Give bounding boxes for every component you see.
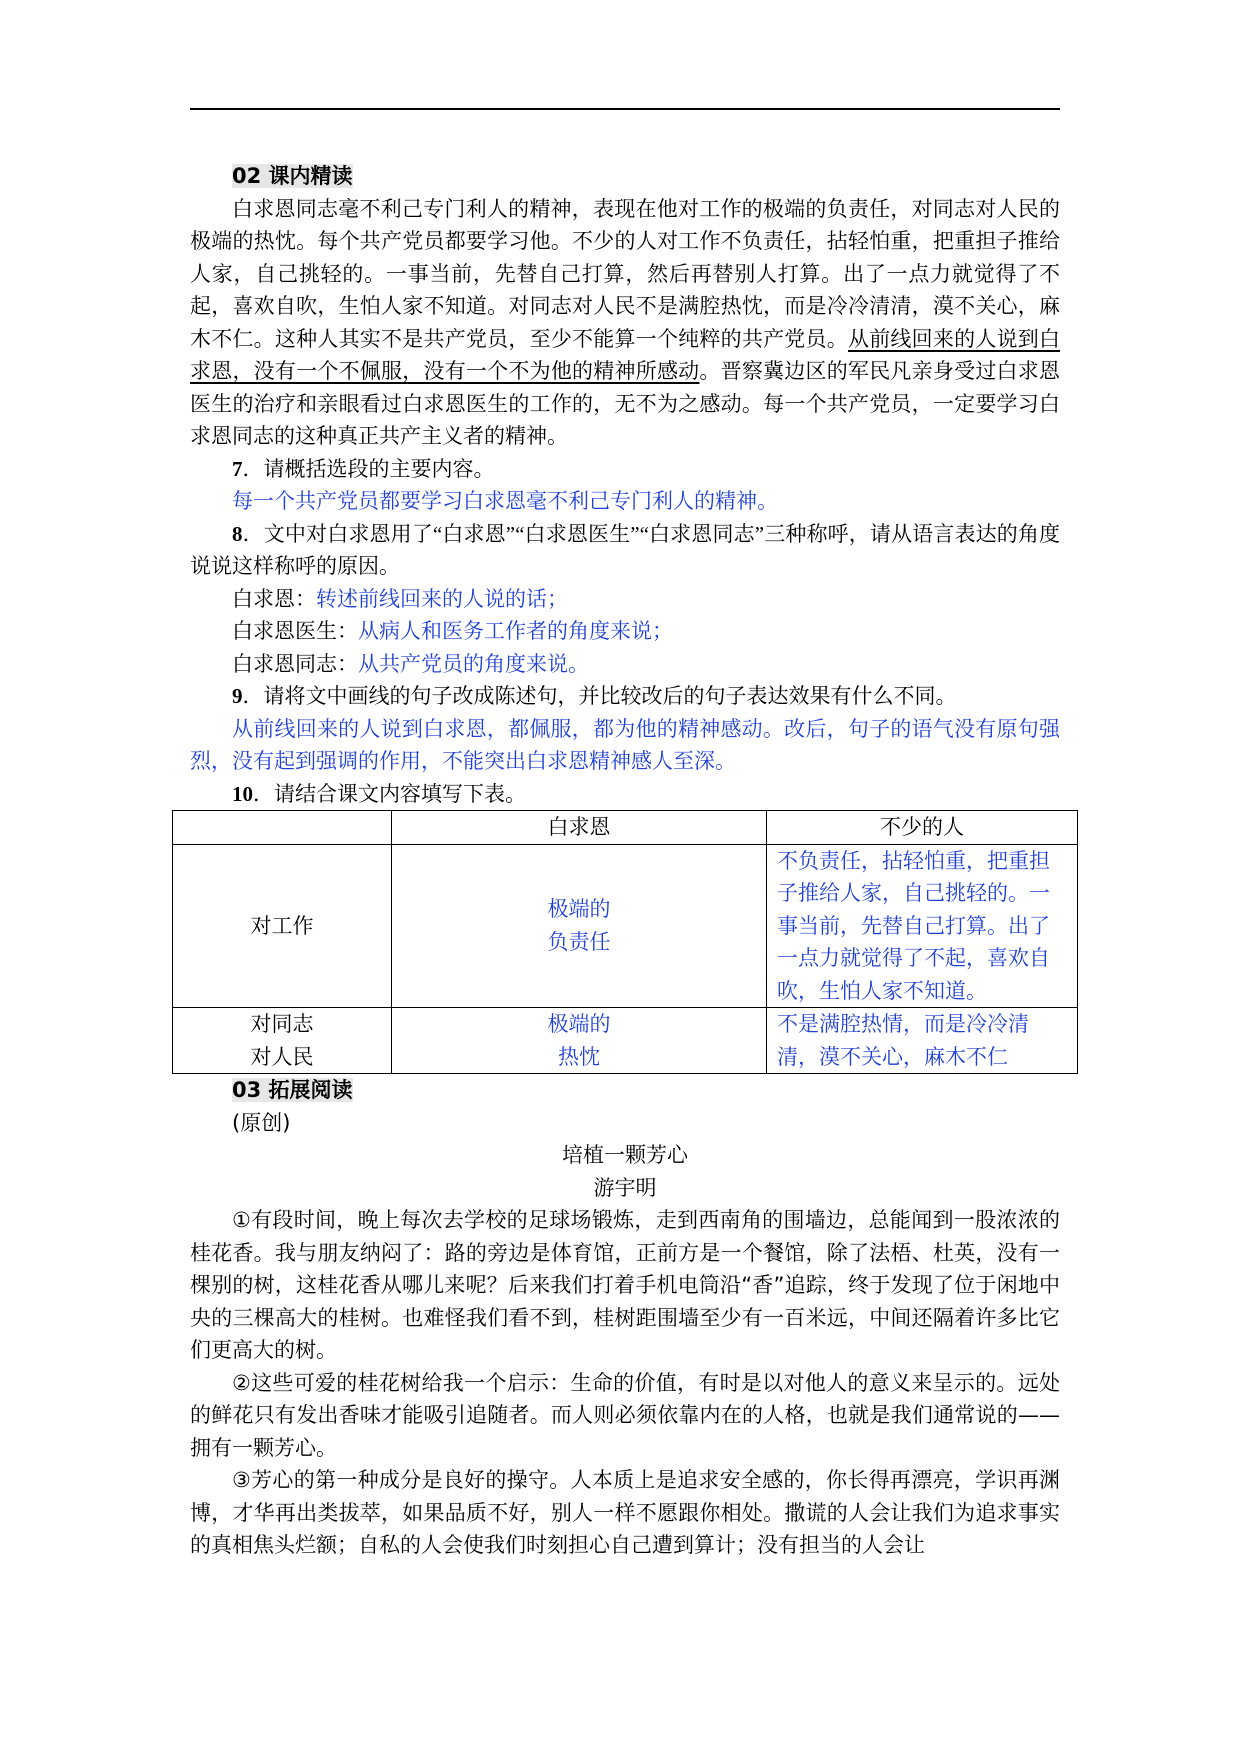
answer-8-item: 白求恩：转述前线回来的人说的话； <box>232 586 568 611</box>
row-label: 对同志 对人民 <box>173 1008 392 1074</box>
others-cell: 不负责任，拈轻怕重，把重担子推给人家，自己挑轻的。一事当前，先替自己打算。出了一点力就觉得了不起，喜欢自吹，生怕人家不知道。 <box>767 844 1078 1008</box>
passage: 白求恩同志毫不利己专门利人的精神，表现在他对工作的极端的负责任，对同志对人民的极端的热忱。每个共产党员都要学习他。不少的人对工作不负责任，拈轻怕重，把重担子推给人家，自己挑轻的。一事当前，先替自己打算，然后再替别人打算。出了一点力就觉得了不起，喜欢自吹，生怕人家不知道。对同志对人民不是满腔热忱，而是冷冷清清，漠不关心，麻木不仁。这种人其实不是共产党员，至少不能算一个纯粹的共产党员。从前线回来的人说到白求恩，没有一个不佩服，没有一个不为他的精神所感动。晋察冀边区的军民凡亲身受过白求恩医生的治疗和亲眼看过白求恩医生的工作的，无不为之感动。每一个共产党员，一定要学习白求恩同志的这种真正共产主义者的精神。 <box>190 196 1061 448</box>
page-content <box>190 160 1060 1562</box>
question-10: 10．请结合课文内容填写下表。 <box>232 781 526 806</box>
answer-7: 每一个共产党员都要学习白求恩毫不利己专门利人的精神。 <box>232 489 778 513</box>
table-header-cell <box>173 811 392 845</box>
article-paragraph: ③芳心的第一种成分是良好的操守。人本质上是追求安全感的，你长得再漂亮，学识再渊博，才华再出类拔萃，如果品质不好，别人一样不愿跟你相处。撒谎的人会让我们为追求事实的真相焦头烂额；自私的人会使我们时刻担心自己遭到算计；没有担当的人会让 <box>190 1468 1060 1557</box>
article-author: 游宇明 <box>593 1175 657 1200</box>
bethune-cell: 极端的 热忱 <box>392 1008 767 1074</box>
section-heading-reading: 02 课内精读 <box>232 164 353 188</box>
table-header-cell: 不少的人 <box>767 811 1078 845</box>
table-header-cell: 白求恩 <box>392 811 767 845</box>
answer-9: 从前线回来的人说到白求恩，都佩服，都为他的精神感动。改后，句子的语气没有原句强烈，没有起到强调的作用，不能突出白求恩精神感人至深。 <box>190 716 1060 773</box>
source-note: (原创) <box>232 1110 291 1135</box>
answer-8-item: 白求恩医生：从病人和医务工作者的角度来说； <box>232 619 673 643</box>
question-9: 9．请将文中画线的句子改成陈述句，并比较改后的句子表达效果有什么不同。 <box>232 684 957 708</box>
header-rule <box>190 108 1060 110</box>
article-title: 培植一颗芳心 <box>562 1143 688 1167</box>
table-row <box>173 844 1078 1008</box>
bethune-cell: 极端的 负责任 <box>392 844 767 1008</box>
section-heading-extended: 03 拓展阅读 <box>232 1078 353 1102</box>
row-label: 对工作 <box>173 844 392 1008</box>
article-paragraph: ①有段时间，晚上每次去学校的足球场锻炼，走到西南角的围墙边，总能闻到一股浓浓的桂花香。我与朋友纳闷了：路的旁边是体育馆，正前方是一个餐馆，除了法梧、杜英，没有一棵别的树，这桂花香从哪儿来呢？后来我们打着手机电筒沿“香”追踪，终于发现了位于闲地中央的三棵高大的桂树。也难怪我们看不到，桂树距围墙至少有一百米远，中间还隔着许多比它们更高大的树。 <box>190 1208 1060 1362</box>
underlined-sentence: 从前线回来的人说到白求恩，没有一个不佩服，没有一个不为他的精神所感动 <box>190 326 1061 383</box>
others-cell: 不是满腔热情，而是冷冷清清，漠不关心，麻木不仁 <box>767 1008 1078 1074</box>
question-7: 7．请概括选段的主要内容。 <box>232 456 495 481</box>
question-8: 8．文中对白求恩用了“白求恩”“白求恩医生”“白求恩同志”三种称呼，请从语言表达的角度说说这样称呼的原因。 <box>190 521 1060 578</box>
comparison-table <box>172 810 1078 1074</box>
table-row <box>173 1008 1078 1074</box>
article-paragraph: ②这些可爱的桂花树给我一个启示：生命的价值，有时是以对他人的意义来呈示的。远处的鲜花只有发出香味才能吸引追随者。而人则必须依靠内在的人格，也就是我们通常说的——拥有一颗芳心。 <box>190 1370 1060 1460</box>
answer-8-item: 白求恩同志：从共产党员的角度来说。 <box>232 651 589 676</box>
table-header-row <box>173 811 1078 845</box>
